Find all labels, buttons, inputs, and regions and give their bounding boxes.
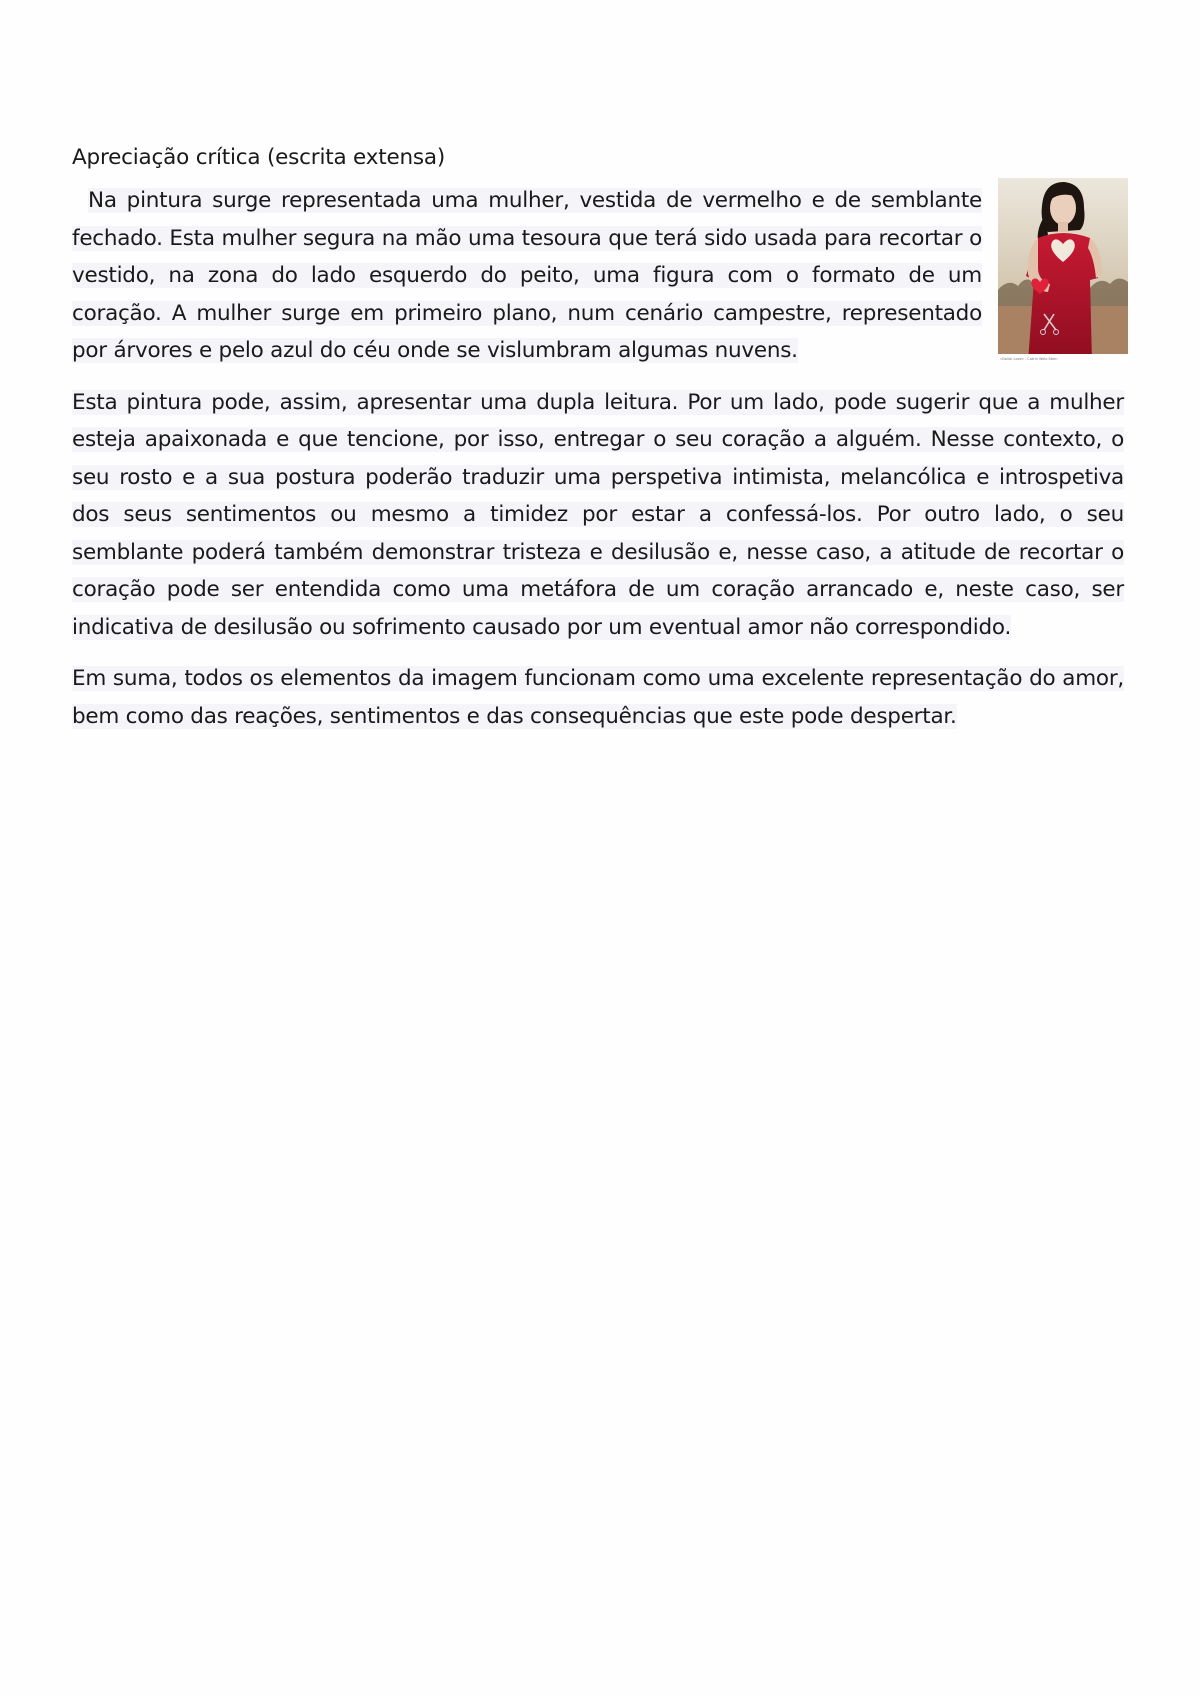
document-heading: Apreciação crítica (escrita extensa): [72, 145, 446, 170]
paragraph-2-text: Esta pintura pode, assim, apresentar uma dupla leitura. Por um lado, pode sugerir que a mulher esteja apaixonada e que tencione, por isso, entregar o seu coração a alguém. Nesse contexto, o seu rosto e a sua postura poderão traduzir uma perspetiva intimista, melancólica e introspetiva dos seus sentimentos ou mesmo a timidez por estar a confessá-los. Por outro lado, o seu semblante poderá também demonstrar tristeza e desilusão e, nesse caso, a atitude de recortar o coração pode ser entendida como uma metáfora de um coração arrancado e, neste caso, ser indicativa de desilusão ou sofrimento causado por um eventual amor não correspondido.: [72, 389, 1124, 640]
paragraph-3-text: Em suma, todos os elementos da imagem funcionam como uma excelente representação do amor, bem como das reações, sentimentos e das consequências que este pode despertar.: [72, 666, 1124, 729]
painting-image: [998, 178, 1128, 362]
paragraph-2: [72, 384, 1124, 647]
painting-woman-red-dress-heart-icon: [998, 178, 1128, 362]
painting-caption: «Dollar Love» . Catrin Welz-Stein: [1000, 357, 1058, 361]
document-page: [72, 140, 1124, 749]
paragraph-1-text: Na pintura surge representada uma mulher, vestida de vermelho e de semblante fechado. Esta mulher segura na mão uma tesoura que terá sido usada para recortar o vestido, na zona do lado esquerdo do peito, uma figura com o formato de um coração. A mulher surge em primeiro plano, num cenário campestre, representado por árvores e pelo azul do céu onde se vislumbram algumas nuvens.: [72, 188, 982, 363]
paragraph-1: [72, 182, 1124, 370]
paragraph-3: [72, 660, 1124, 735]
